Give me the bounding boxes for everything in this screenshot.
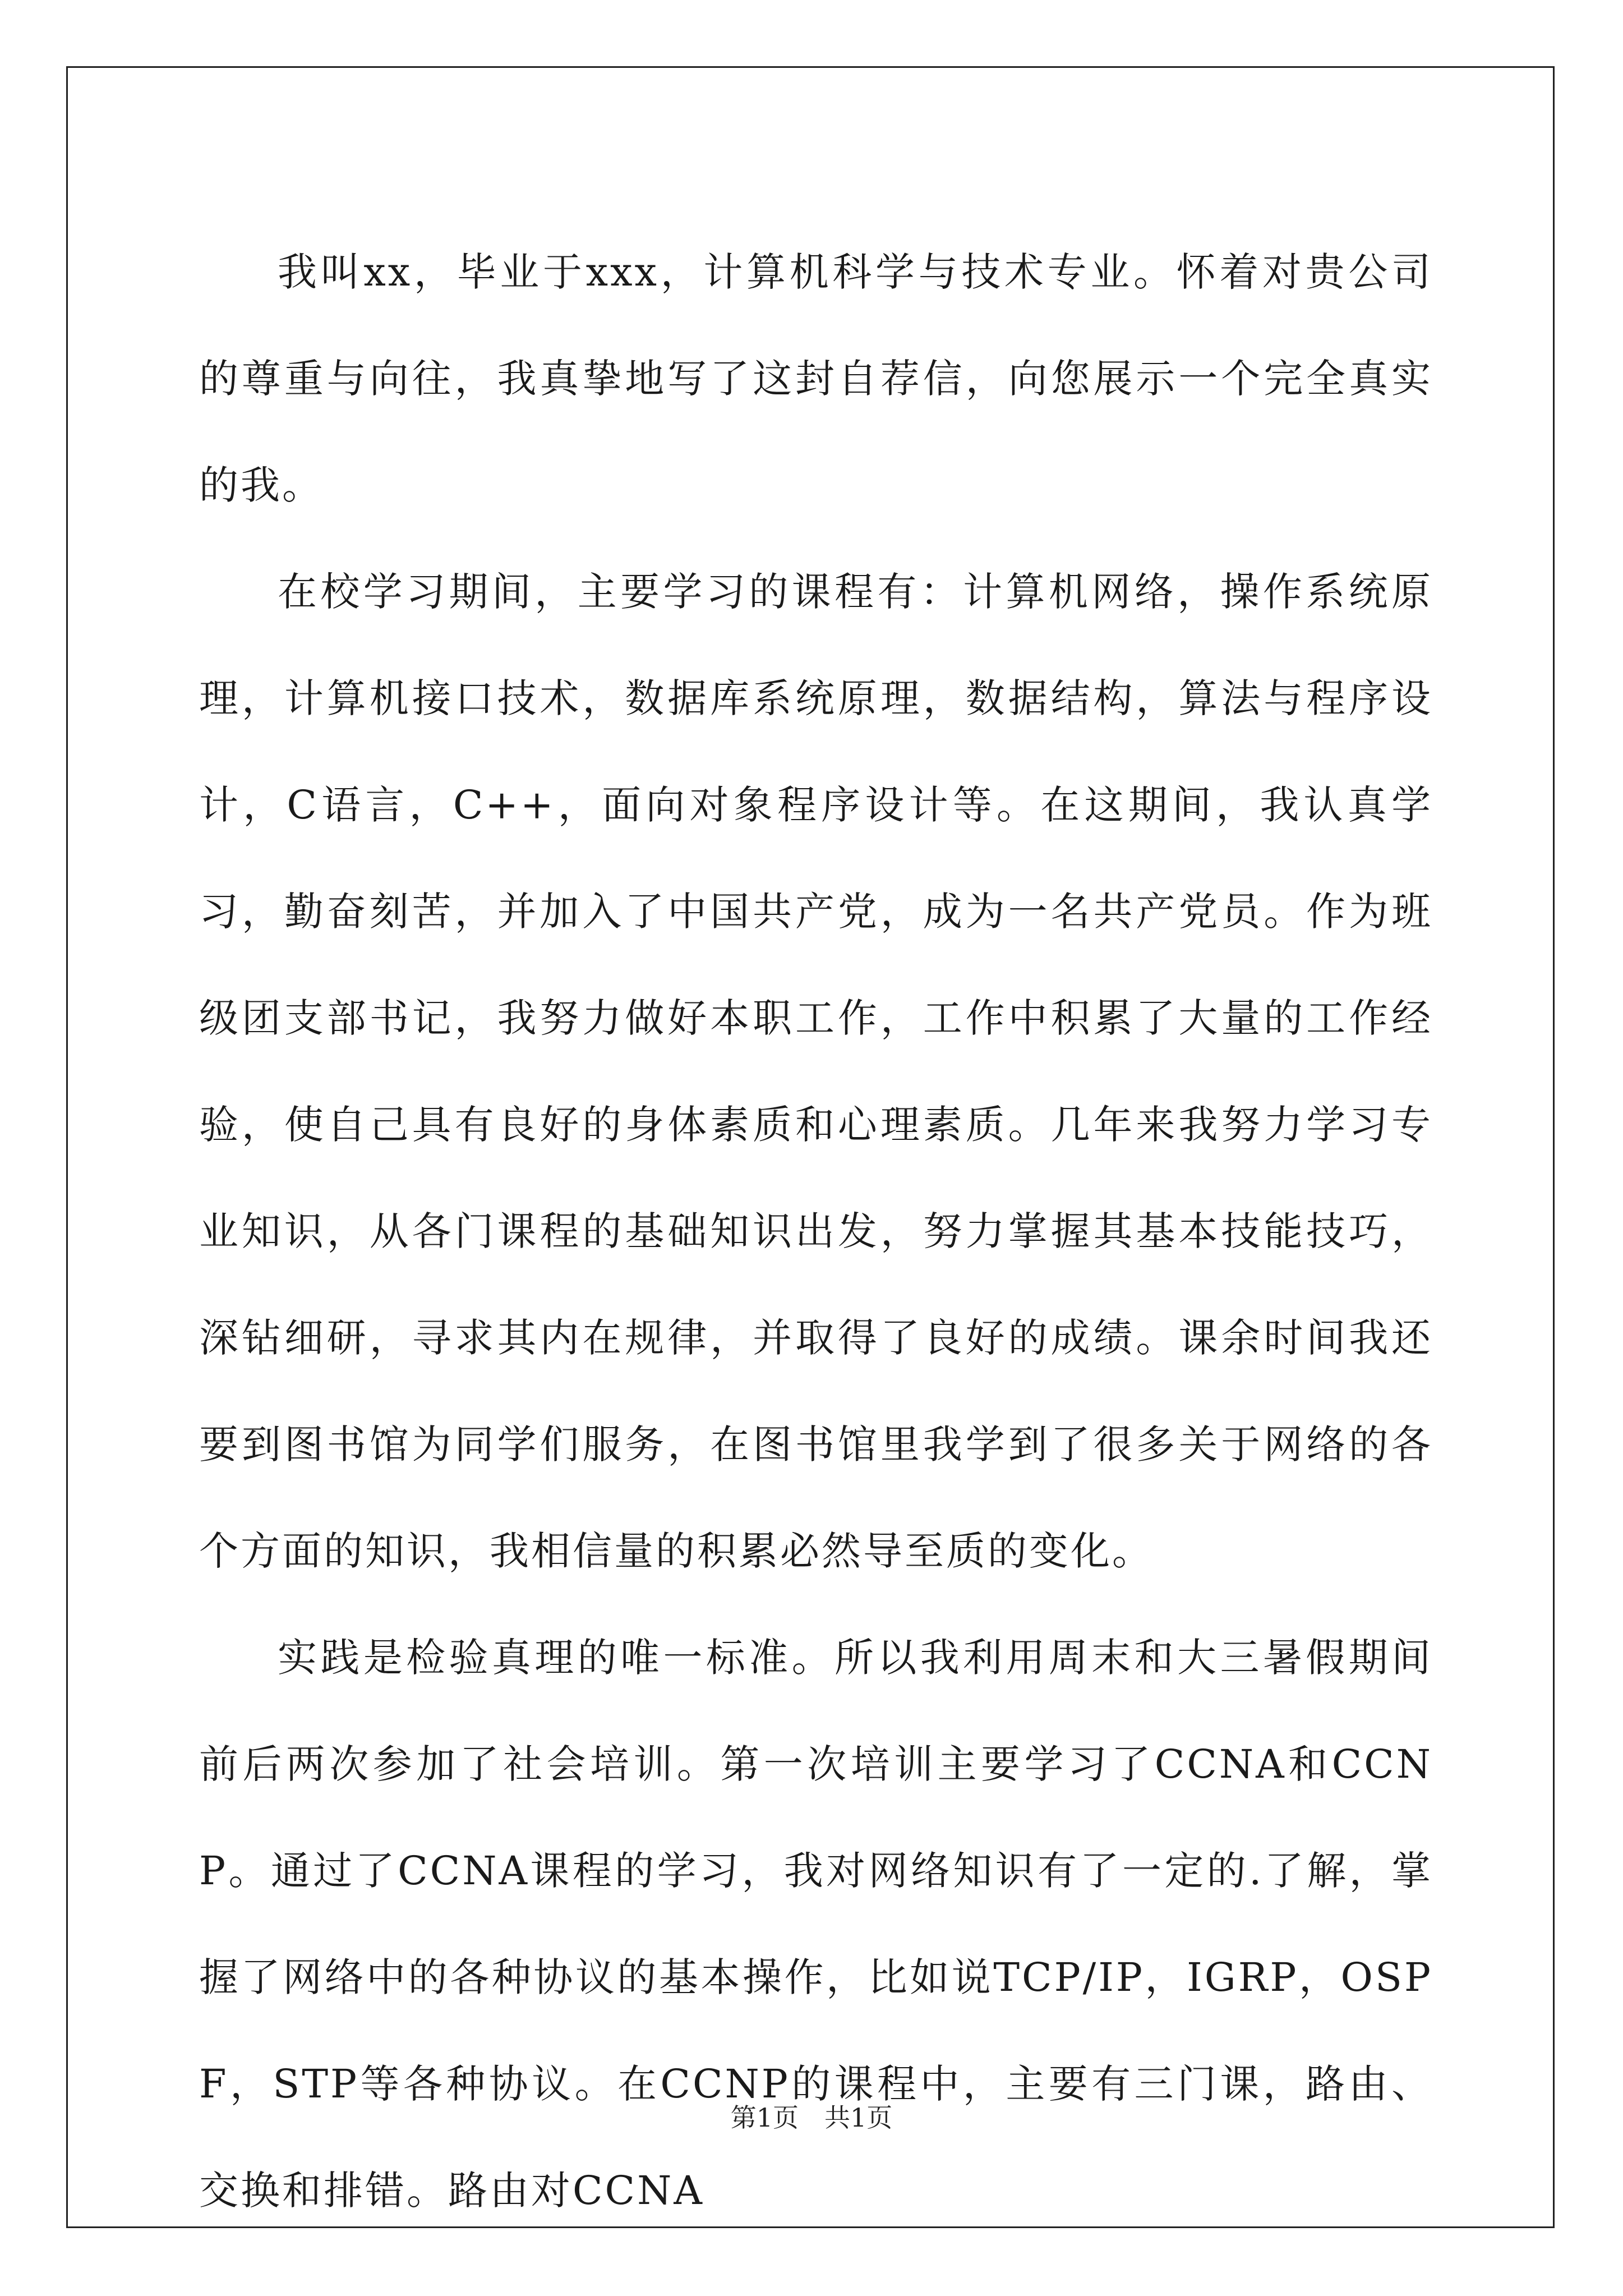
paragraph-studies: 在校学习期间，主要学习的课程有：计算机网络，操作系统原理，计算机接口技术，数据库系统原理，数据结构，算法与程序设计，C语言，C++，面向对象程序设计等。在这期间，我认真学习，勤奋刻苦，并加入了中国共产党，成为一名共产党员。作为班级团支部书记，我努力做好本职工作，工作中积累了大量的工作经验，使自己具有良好的身体素质和心理素质。几年来我努力学习专业知识，从各门课程的基础知识出发，努力掌握其基本技能技巧，深钻细研，寻求其内在规律，并取得了良好的成绩。课余时间我还要到图书馆为同学们服务，在图书馆里我学到了很多关于网络的各个方面的知识，我相信量的积累必然导至质的变化。 xyxy=(199,569,1433,1574)
document-body xyxy=(199,219,1433,2244)
paragraph-introduction: 我叫xx，毕业于xxx，计算机科学与技术专业。怀着对贵公司的尊重与向往，我真挚地写了这封自荐信，向您展示一个完全真实的我。 xyxy=(199,249,1433,508)
paragraph-practice: 实践是检验真理的唯一标准。所以我利用周末和大三暑假期间前后两次参加了社会培训。第一次培训主要学习了CCNA和CCNP。通过了CCNA课程的学习，我对网络知识有了一定的.了解，掌握了网络中的各种协议的基本操作，比如说TCP/IP，IGRP，OSPF，STP等各种协议。在CCNP的课程中，主要有三门课，路由、交换和排错。路由对CCNA xyxy=(199,1635,1433,2214)
page-number-footer: 第1页 共1页 xyxy=(730,2102,893,2133)
